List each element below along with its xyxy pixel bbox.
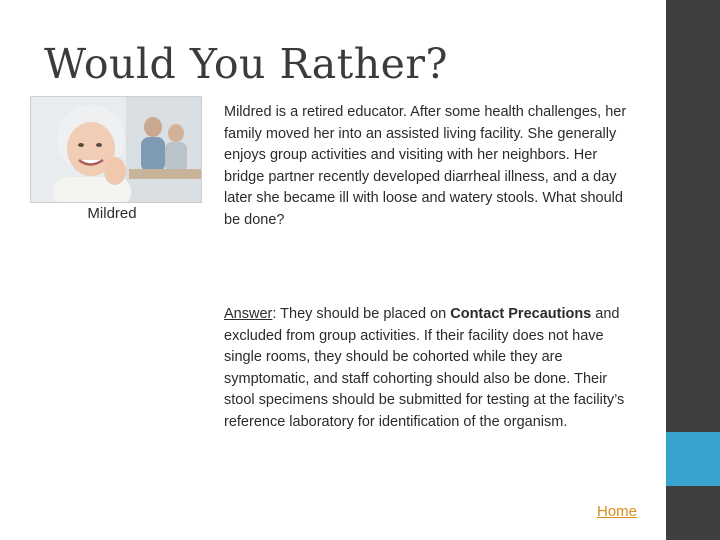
portrait-image xyxy=(31,97,201,202)
slide-title: Would You Rather? xyxy=(44,40,448,88)
scenario-text: Mildred is a retired educator. After some health challenges, her family moved her into an assisted living facility. She generally enjoys group activities and visiting with her neighbors. Her bridge partner recently developed diarrheal illness, and a day later she became ill with loose and watery stools. What should be done? xyxy=(224,104,627,228)
answer-rest: and excluded from group activities. If their facility does not have single rooms, they should be cohorted while they are symptomatic, and staff cohorting should also be done. Their stool specimens should be submitted for testing at the facility’s reference laboratory for identification of the organism. xyxy=(224,306,625,430)
mildred-photo xyxy=(30,96,202,203)
answer-text xyxy=(224,304,634,433)
answer-lead: : They should be placed on xyxy=(272,306,451,322)
answer-emphasis: Contact Precautions xyxy=(450,306,592,322)
answer-label: Answer xyxy=(224,306,273,322)
home-link[interactable]: Home xyxy=(597,503,638,520)
right-sidebar-accent xyxy=(666,432,720,486)
photo-caption: Mildred xyxy=(87,205,137,222)
